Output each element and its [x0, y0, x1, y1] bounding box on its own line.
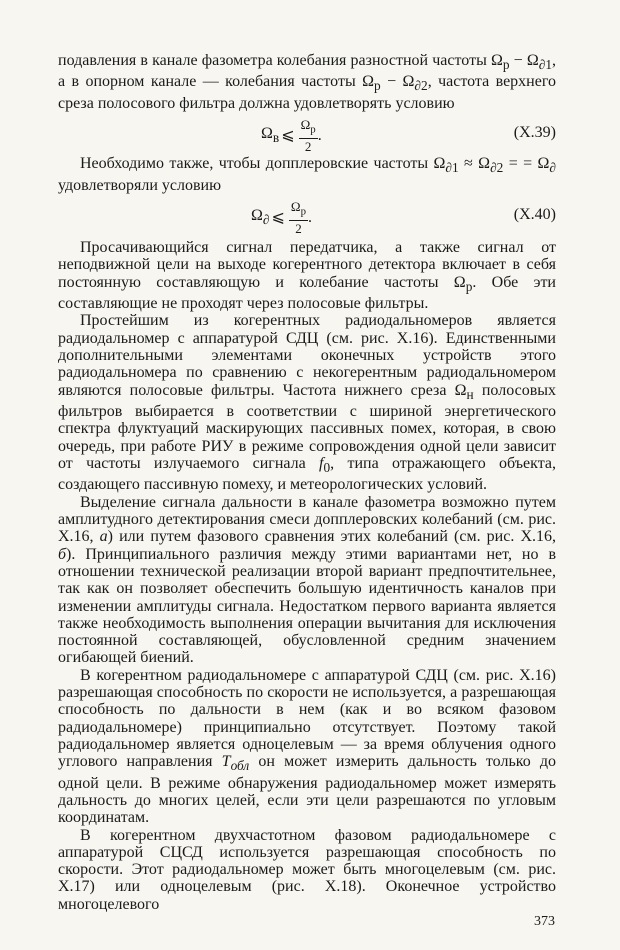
paragraph-6: В когерентном радиодальномере с аппаратурой СДЦ (см. рис. X.16) разрешающая способность по скорости не используется, а разрешающая способность по дальности в нем (как и во всяком фазовом радиодальномере) принципиально отсутствует. Поэтому такой радиодальномер является одноцелевым — за время облучения одного углового направления $T_{обл}$ он может измерить дальность только до одной цели. В режиме обнаружения радиодальномер может измерять дальность до многих целей, если эти цели разрешаются по угловым координатам.	[58, 666, 556, 827]
formula-x40	[58, 197, 556, 236]
formula-x39-number: (X.39)	[513, 124, 556, 142]
paragraph-7: В когерентном двухчастотном фазовом радиодальномере с аппаратурой СЦСД используется разрешающая способность по скорости. Этот радиодальномер может быть многоцелевым (см. рис. X.17) или одноцелевым (рис. X.18). Оконечное устройство многоцелевого	[58, 826, 556, 913]
paragraph-1: подавления в канале фазометра колебания разностной частоты $\Omega_p - \Omega_{\partial 1}$, а в опорном канале — колебания частоты $\Omega_p - \Omega_{\partial 2}$, частота верхнего среза полосового фильтра должна удовлетворять условию	[58, 52, 557, 112]
formula-x39-expression: $\Omega_в$ ⩽ $\frac{\Omega_p}{2}$ .	[261, 117, 322, 154]
paragraph-4: Простейшим из когерентных радиодальномеров является радиодальномер с аппаратурой СДЦ (см. рис. X.16). Единственными дополнительными элементами оконечных устройств этого радиодальномера по сравнению с некогерентным радиодальномером являются полосовые фильтры. Частота нижнего среза $\Omega_н$ полосовых фильтров выбирается в соответствии с шириной энергетического спектра флуктуаций маскирующих пассивных помех, которая, в свою очередь, при работе РИУ в режиме сопровождения одной цели зависит от частоты излучаемого сигнала $f_0$, типа отражающего объекта, создающего пассивную помеху, и метеорологических условий.	[58, 312, 556, 494]
page-body	[58, 52, 556, 913]
page-number: 373	[534, 914, 555, 929]
paragraph-2: Необходимо также, чтобы допплеровские частоты $\Omega_{\partial 1} \approx \Omega_{\partial 2}$ = = $\Omega_\partial$ удовлетворяли условию	[58, 155, 557, 194]
formula-x40-number: (X.40)	[513, 206, 556, 224]
paragraph-5: Выделение сигнала дальности в канале фазометра возможно путем амплитудного детектирования смеси допплеровских колебаний (см. рис. X.16, а) или путем фазового сравнения этих колебаний (см. рис. X.16, б). Принципиального различия между этими вариантами нет, но в отношении технической реализации второй вариант предпочтительнее, так как он позволяет обеспечить большую идентичность каналов при изменении амплитуды сигнала. Недостатком первого варианта является также необходимость выполнения операции вычитания для исключения постоянной составляющей, обусловленной средним значением огибающей биений.	[58, 493, 557, 667]
paragraph-3: Просачивающийся сигнал передатчика, а также сигнал от неподвижной цели на выходе когерентного детектора включает в себя постоянную составляющую и колебание частоты $\Omega_p$. Обе эти составляющие не проходят через полосовые фильтры.	[58, 239, 556, 313]
formula-x39	[58, 115, 556, 154]
formula-x40-expression: $\Omega_\partial$ ⩽ $\frac{\Omega_p}{2}$ .	[251, 199, 312, 236]
